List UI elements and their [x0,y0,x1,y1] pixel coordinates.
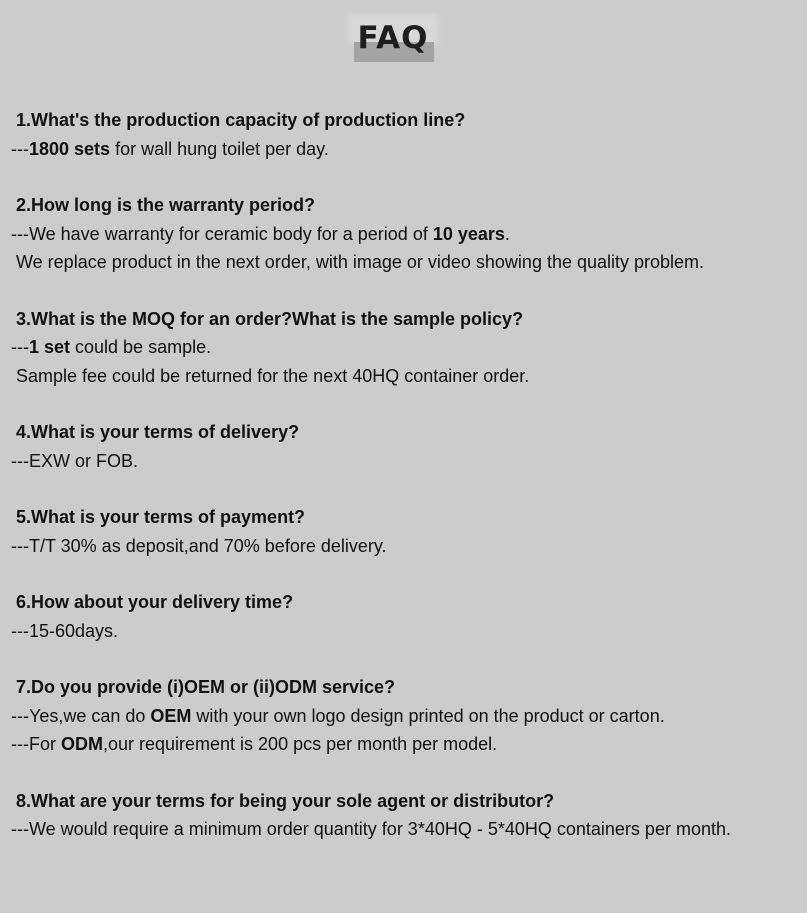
answer-text: ,our requirement is 200 pcs per month per model. [102,734,498,754]
faq-answer-line [11,333,801,362]
answer-emphasis: 1 set [28,337,71,357]
faq-question: 4.What is your terms of delivery? [16,422,300,442]
faq-answer-line [11,617,801,646]
answer-text: --- [11,337,29,357]
faq-question: 8.What are your terms for being your sole agent or distributor? [16,790,555,811]
answer-text: ---We would require a minimum order quantity for 3*40HQ - 5*40HQ containers per month. [11,819,731,839]
answer-text: ---EXW or FOB. [11,450,138,471]
answer-emphasis: 1800 sets [28,138,111,159]
answer-text: --- [11,138,29,159]
faq-answer-line [11,135,801,164]
answer-text: . [504,223,510,244]
answer-text: ---Yes,we can do [11,705,151,726]
faq-item [11,673,801,759]
faq-list [11,106,801,872]
faq-item [11,418,801,475]
faq-answer-line [11,220,801,249]
answer-text: ---For [11,734,61,754]
answer-text: could be sample. [70,337,212,357]
faq-title-block [348,14,438,62]
faq-answer-line [11,702,801,731]
answer-text: with your own logo design printed on the product or carton. [191,705,665,726]
answer-text: ---15-60days. [11,620,119,641]
answer-text: ---T/T 30% as deposit,and 70% before delivery. [11,535,387,556]
faq-answer-line [11,447,801,476]
faq-answer-line [11,362,801,391]
faq-question: 6.How about your delivery time? [16,592,294,612]
answer-emphasis: ODM [60,734,103,754]
faq-answer-line [11,532,801,561]
faq-answer-line [11,730,801,759]
answer-text: for wall hung toilet per day. [110,138,329,159]
faq-question: 7.Do you provide (i)OEM or (ii)ODM service? [16,677,396,697]
faq-item [11,787,801,844]
faq-question: 2.How long is the warranty period? [16,195,316,215]
answer-text: Sample fee could be returned for the next 40HQ container order. [16,365,530,386]
faq-item [11,588,801,645]
faq-answer-line [11,815,801,844]
answer-text: ---We have warranty for ceramic body for a period of [11,223,433,244]
faq-item [11,191,801,277]
faq-item [11,106,801,163]
faq-question: 1.What's the production capacity of production line? [16,110,466,130]
faq-answer-line [11,248,801,277]
answer-emphasis: OEM [150,705,192,726]
answer-emphasis: 10 years [432,223,505,244]
page-title: FAQ [357,20,429,56]
faq-item [11,305,801,391]
answer-text: We replace product in the next order, with image or video showing the quality problem. [16,252,705,272]
faq-question: 3.What is the MOQ for an order?What is the sample policy? [16,308,524,329]
faq-question: 5.What is your terms of payment? [16,507,306,527]
faq-item [11,503,801,560]
